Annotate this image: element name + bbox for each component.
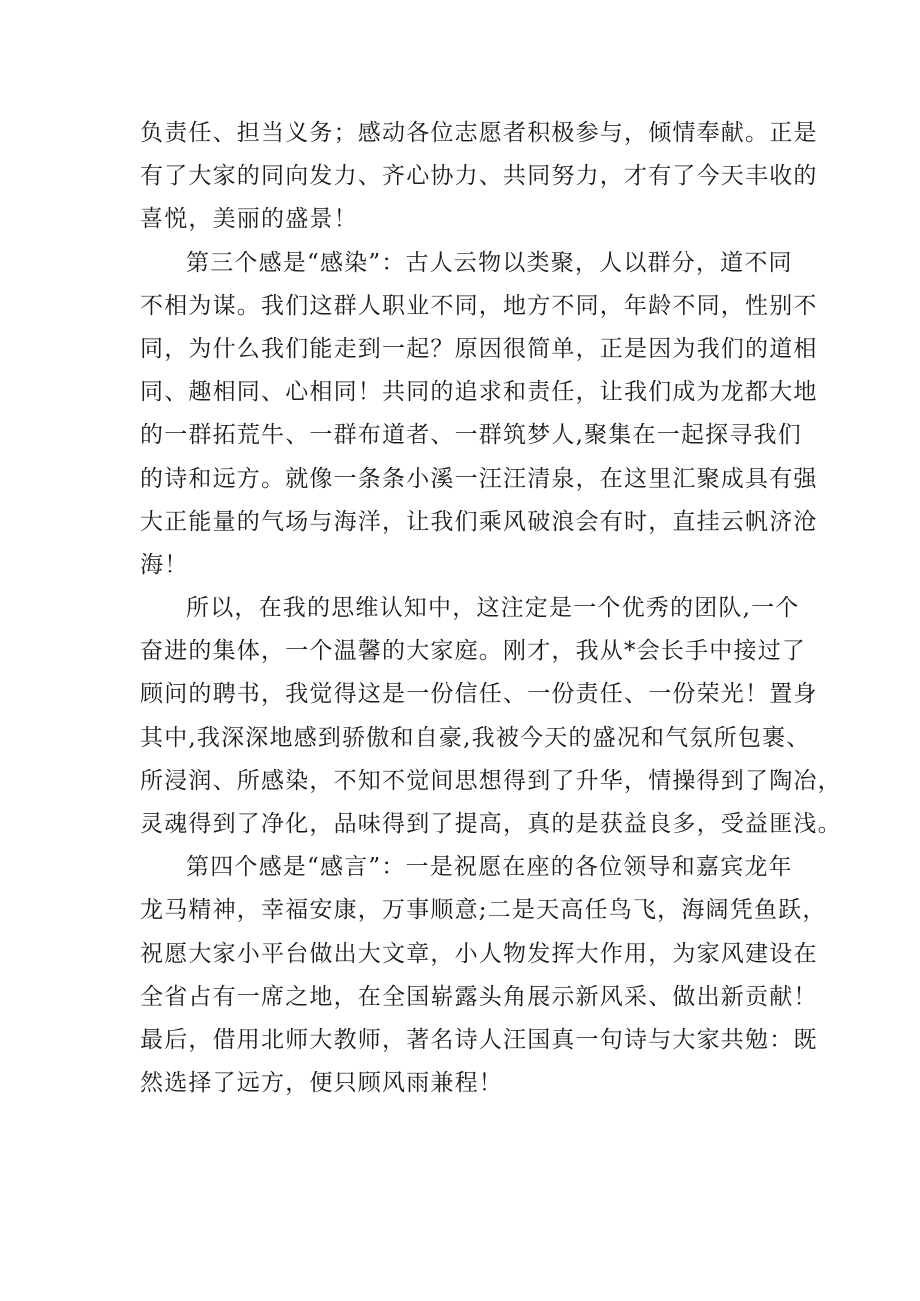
text-line: 灵魂得到了净化，品味得到了提高，真的是获益良多，受益匪浅。 (140, 811, 842, 837)
text-line: 不相为谋。我们这群人职业不同，地方不同，年龄不同，性别不 (140, 292, 818, 319)
text-line: 的诗和远方。就像一条条小溪一汪汪清泉，在这里汇聚成具有强 (140, 465, 818, 492)
text-line: 奋进的集体，一个温馨的大家庭。刚才，我从*会长手中接过了 (140, 638, 807, 665)
text-line: 第三个感是“感染”：古人云物以类聚，人以群分，道不同 (186, 249, 793, 276)
text-line: 同，为什么我们能走到一起？原因很简单，正是因为我们的道相 (140, 335, 818, 362)
text-line: 最后，借用北师大教师，著名诗人汪国真一句诗与大家共勉：既 (140, 1026, 818, 1053)
text-line: 喜悦，美丽的盛景！ (140, 206, 358, 233)
paragraph-2 (140, 242, 818, 588)
text-line: 祝愿大家小平台做出大文章，小人物发挥大作用，为家风建设在 (140, 940, 818, 967)
text-line: 龙马精神，幸福安康，万事顺意;二是天高任鸟飞，海阔凭鱼跃， (140, 897, 827, 924)
text-line: 所浸润、所感染，不知不觉间思想得到了升华，情操得到了陶冶， (140, 767, 842, 794)
text-line: 负责任、担当义务；感动各位志愿者积极参与，倾情奉献。正是 (140, 120, 818, 146)
text-line: 同、趣相同、心相同！共同的追求和责任，让我们成为龙都大地 (140, 379, 818, 406)
text-line: 其中,我深深地感到骄傲和自豪,我被今天的盛况和气氛所包裹、 (140, 724, 811, 751)
paragraph-3 (140, 587, 842, 846)
paragraph-4 (140, 846, 827, 1105)
text-line: 顾问的聘书，我觉得这是一份信任、一份责任、一份荣光！置身 (140, 681, 818, 708)
text-line: 所以，在我的思维认知中，这注定是一个优秀的团队,一个 (186, 595, 800, 622)
paragraph-1 (140, 112, 818, 242)
document-body (140, 112, 842, 1105)
text-line: 全省占有一席之地，在全国崭露头角展示新风采、做出新贡献！ (140, 983, 818, 1010)
text-line: 大正能量的气场与海洋，让我们乘风破浪会有时，直挂云帆济沧 (140, 508, 818, 535)
text-line: 海！ (140, 551, 189, 578)
text-line: 第四个感是“感言”：一是祝愿在座的各位领导和嘉宾龙年 (186, 854, 793, 881)
text-line: 然选择了远方，便只顾风雨兼程！ (140, 1070, 503, 1097)
text-line: 的一群拓荒牛、一群布道者、一群筑梦人,聚集在一起探寻我们 (140, 422, 802, 449)
text-line: 有了大家的同向发力、齐心协力、共同努力，才有了今天丰收的 (140, 163, 818, 190)
